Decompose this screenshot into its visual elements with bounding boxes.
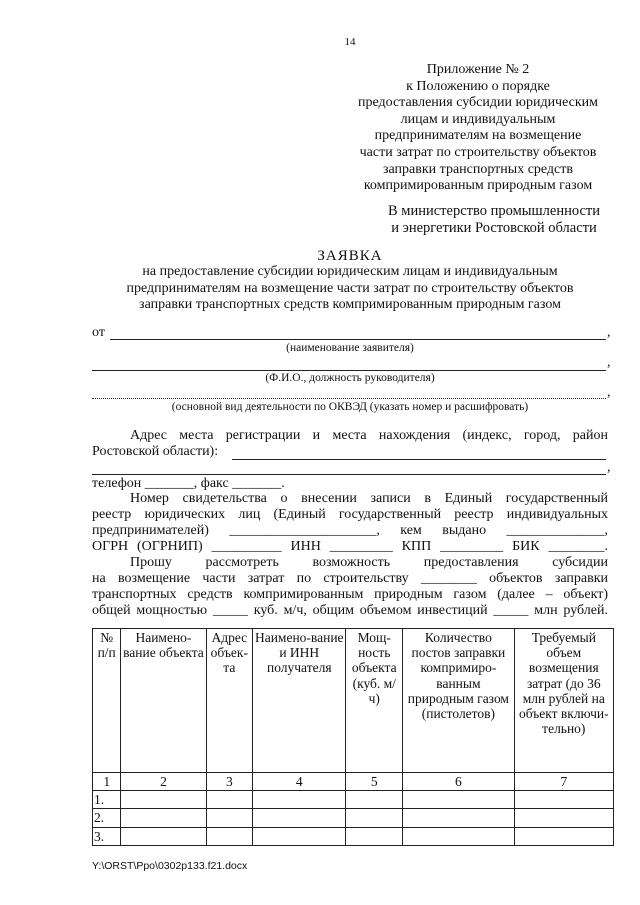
column-number: 4 [253, 773, 346, 791]
footer-file-path: Y:\ORST\Ppo\0302p133.f21.docx [92, 860, 248, 872]
request-line-3: транспортных средств компримированным природным газом (далее – объект) [92, 587, 608, 602]
applicant-name-field[interactable] [110, 339, 606, 340]
phone-fax-line: телефон _______, факс _______. [92, 476, 285, 491]
table-cell[interactable] [514, 809, 613, 827]
request-line-2: на возмещение части затрат по строительству ________ объектов заправки [92, 571, 608, 586]
row-number: 3. [93, 827, 121, 845]
manager-field[interactable] [92, 370, 606, 371]
table-row [93, 809, 614, 827]
row-number: 2. [93, 809, 121, 827]
appendix-line: части затрат по строительству объектов [359, 144, 597, 160]
column-number: 1 [93, 773, 121, 791]
document-title: ЗАЯВКА [317, 248, 383, 264]
certificate-line-1: Номер свидетельства о внесении записи в Единый государственный [130, 491, 608, 506]
objects-table [92, 628, 614, 846]
from-label: от [92, 325, 105, 340]
table-cell[interactable] [403, 809, 514, 827]
table-cell[interactable] [253, 791, 346, 809]
address-field[interactable] [232, 459, 606, 460]
appendix-line: предоставления субсидии юридическим [357, 95, 599, 111]
col-header-object-name: Наимено-вание объекта [121, 629, 206, 773]
subtitle-line: заправки транспортных средств компримированным природным газом [139, 297, 561, 312]
comma: , [607, 325, 611, 340]
table-cell[interactable] [346, 791, 403, 809]
appendix-block [340, 62, 616, 195]
table-cell[interactable] [253, 827, 346, 845]
appendix-line: компримированным природным газом [363, 178, 593, 194]
table-row [93, 791, 614, 809]
table-cell[interactable] [346, 809, 403, 827]
addressee-block [372, 203, 616, 237]
certificate-line-3: предпринимателей) _____________________, кем выдано ______________, [92, 523, 608, 538]
table-cell[interactable] [514, 791, 613, 809]
column-number: 2 [121, 773, 206, 791]
col-header-number: № п/п [93, 629, 121, 773]
certificate-line-2: реестр юридических лиц (Единый государственный реестр индивидуальных [92, 507, 608, 522]
request-line-1: Прошу рассмотреть возможность предоставления субсидии [130, 555, 608, 570]
table-cell[interactable] [121, 827, 206, 845]
address-line-2: Ростовской области): [92, 444, 219, 459]
table-cell[interactable] [121, 791, 206, 809]
column-number: 3 [206, 773, 253, 791]
okved-field[interactable] [92, 398, 606, 399]
appendix-line: лицам и индивидуальным [400, 111, 556, 127]
appendix-line: Приложение № 2 [426, 62, 530, 77]
table-cell[interactable] [206, 791, 253, 809]
row-number: 1. [93, 791, 121, 809]
subtitle-line: предпринимателям на возмещение части затрат по строительству объектов [126, 280, 574, 296]
col-header-address: Адрес объек-та [206, 629, 253, 773]
column-number: 5 [346, 773, 403, 791]
address-line-1: Адрес места регистрации и места нахождения (индекс, город, район [130, 428, 608, 443]
appendix-line: заправки транспортных средств [382, 161, 573, 177]
table-cell[interactable] [403, 791, 514, 809]
comma: , [607, 385, 611, 400]
manager-caption: (Ф.И.О., должность руководителя) [265, 372, 435, 384]
table-cell[interactable] [403, 827, 514, 845]
col-header-capacity: Мощ-ность объекта (куб. м/ч) [346, 629, 403, 773]
comma: , [607, 355, 611, 370]
addressee-line: и энергетики Ростовской области [391, 220, 597, 236]
applicant-caption: (наименование заявителя) [286, 342, 414, 354]
subtitle-line: на предоставление субсидии юридическим лицам и индивидуальным [142, 264, 558, 279]
appendix-line: к Положению о порядке [406, 78, 550, 94]
table-cell[interactable] [346, 827, 403, 845]
column-number-row [93, 773, 614, 791]
document-subtitle [92, 264, 608, 314]
comma: , [607, 460, 611, 475]
table-cell[interactable] [121, 809, 206, 827]
appendix-line: предпринимателям на возмещение [374, 128, 582, 144]
table-cell[interactable] [206, 827, 253, 845]
col-header-reimbursement: Требуемый объем возмещения затрат (до 36 млн рублей на объект включи-тельно) [514, 629, 613, 773]
table-row [93, 827, 614, 845]
col-header-recipient: Наимено-вание и ИНН получателя [253, 629, 346, 773]
okved-caption: (основной вид деятельности по ОКВЭД (указать номер и расшифровать) [171, 401, 529, 413]
table-header-row [93, 629, 614, 773]
certificate-line-4: ОГРН (ОГРНИП) __________ ИНН _________ КПП _________ БИК ________. [92, 539, 608, 554]
request-line-4: общей мощностью _____ куб. м/ч, общим объемом инвестиций _____ млн рублей. [92, 603, 608, 618]
page-number: 14 [344, 36, 356, 48]
col-header-posts: Количество постов заправки компримиро-ванным природным газом (пистолетов) [403, 629, 514, 773]
column-number: 7 [514, 773, 613, 791]
address-field-2[interactable] [92, 474, 606, 475]
table-cell[interactable] [514, 827, 613, 845]
table-cell[interactable] [206, 809, 253, 827]
column-number: 6 [403, 773, 514, 791]
addressee-line: В министерство промышленности [387, 203, 600, 219]
table-cell[interactable] [253, 809, 346, 827]
